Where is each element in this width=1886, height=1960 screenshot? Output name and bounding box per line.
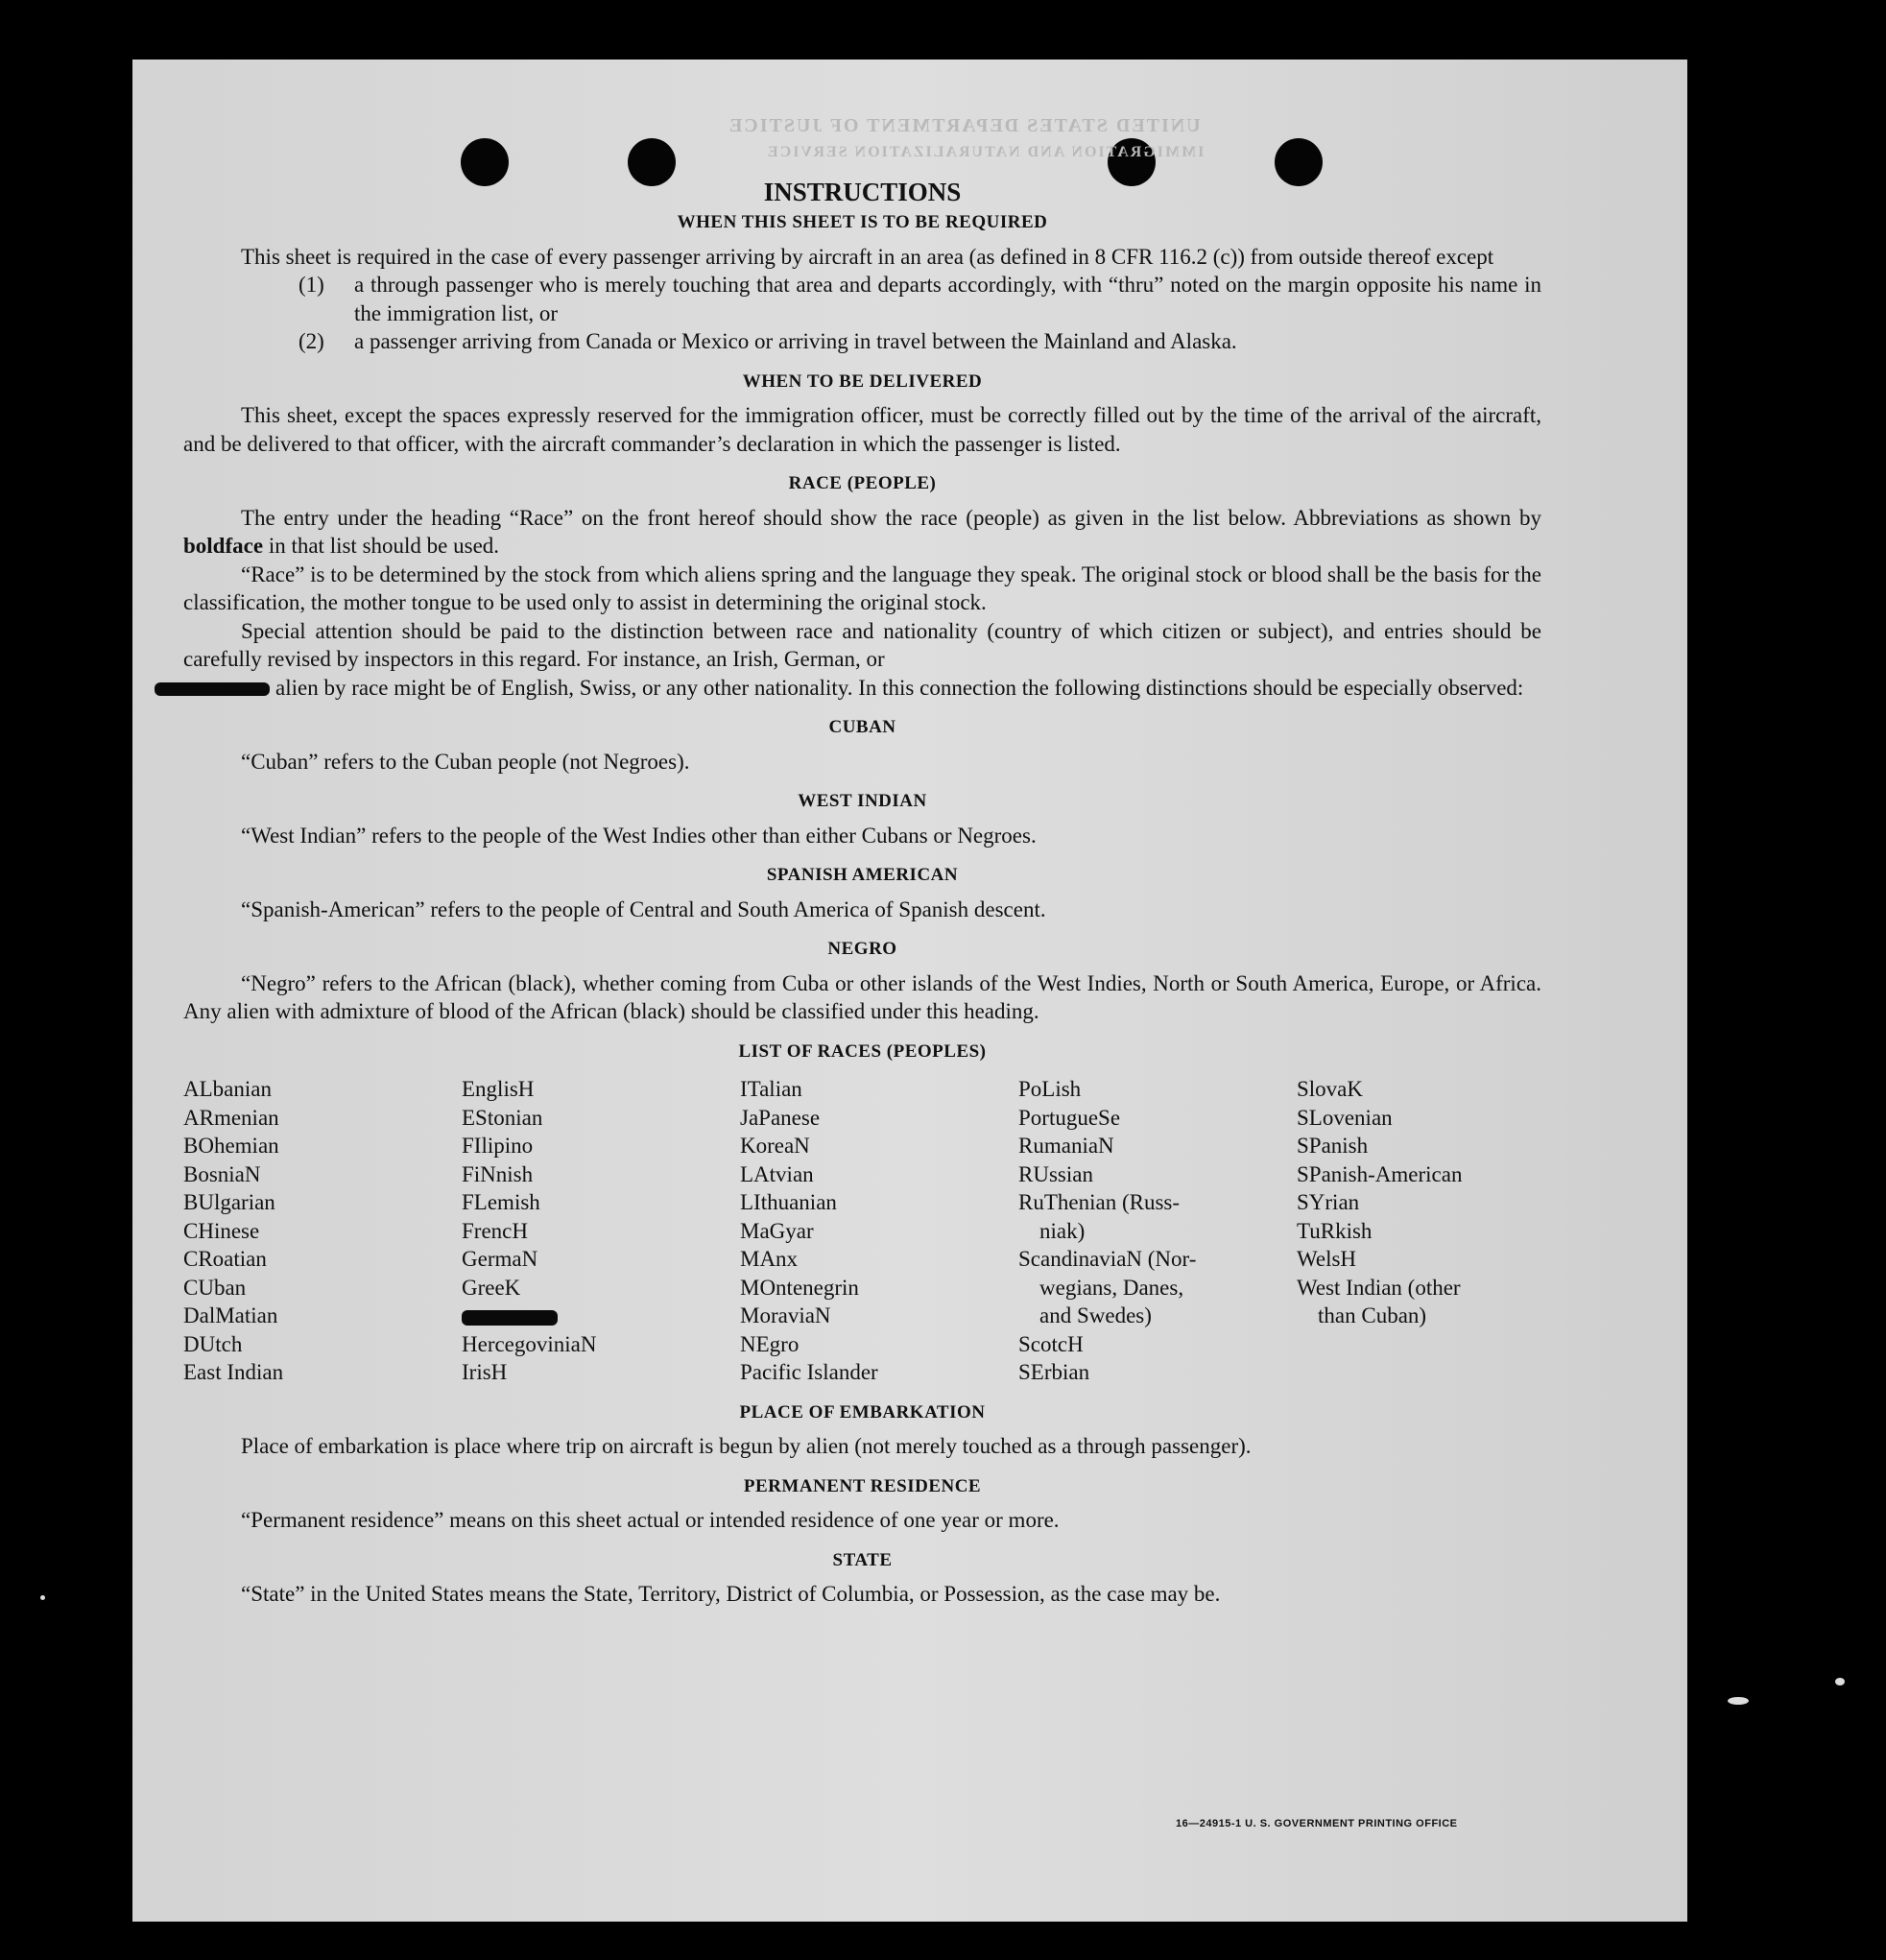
race-item: EStonian [462,1105,543,1130]
race-item: SPanish [1297,1134,1369,1158]
race-item: ScotcH [1018,1331,1084,1356]
race-item: SLovenian [1297,1105,1393,1130]
heading-embarkation: PLACE OF EMBARKATION [739,1401,986,1422]
race-item: ITalian [740,1077,802,1101]
race-item: WelsH [1297,1247,1357,1271]
when-delivered-text: This sheet, except the spaces expressly reserved for the immigration officer, must be correctly filled out by the time of the arrival of the aircraft, and be delivered to that officer, with the aircraft commander’s declaration in which the passenger is listed. [183,403,1541,456]
exception-text: a through passenger who is merely touching that area and departs accordingly, with “thru” noted on the margin opposite his name in the immigration list, or [354,273,1541,325]
race-item: ALbanian [183,1077,272,1101]
race-item: EnglisH [462,1077,535,1101]
race-item: PortugueSe [1018,1105,1121,1130]
race-item: FiNnish [462,1161,534,1186]
race-item: BUlgarian [183,1190,275,1214]
bleedthrough-dept: UNITED STATES DEPARTMENT OF JUSTICE [728,115,1201,136]
race-item: MAnx [740,1247,799,1271]
race-paragraph-1: The entry under the heading “Race” on the front hereof should show the race (people) as given in the list below. Abbreviations as shown by boldface in that list should be used. [183,505,1541,558]
race-item: DalMatian [183,1303,278,1327]
race-item: CRoatian [183,1247,267,1271]
heading-race: RACE (PEOPLE) [788,473,937,493]
race-column [462,1075,740,1387]
redaction-mark [155,682,270,696]
redaction-mark [462,1310,558,1326]
exception-number: (2) [298,329,324,353]
heading-spanish-american: SPANISH AMERICAN [766,865,959,885]
race-column [740,1075,1018,1387]
race-item: BOhemian [183,1134,279,1158]
race-item: SlovaK [1297,1077,1363,1101]
race-item: MaGyar [740,1218,814,1243]
race-item: TuRkish [1297,1218,1373,1243]
race-item: RuThenian (Russ- [1018,1190,1181,1214]
race-item: East Indian [183,1360,284,1384]
race-paragraph-3-continued: alien by race might be of English, Swiss, or any other nationality. In this connection the following distinctions should be especially observed: [183,674,1541,703]
bleedthrough-service: IMMIGRATION AND NATURALIZATION SERVICE [766,144,1205,160]
race-item: HercegoviniaN [462,1331,597,1356]
race-item: IrisH [462,1360,508,1384]
race-item: RumaniaN [1018,1134,1114,1158]
race-item: GermaN [462,1247,538,1271]
race-item: SErbian [1018,1360,1090,1384]
race-item: KoreaN [740,1134,810,1158]
race-item: CHinese [183,1218,260,1243]
race-paragraph-2: “Race” is to be determined by the stock from which aliens spring and the language they speak. The original stock or blood shall be the basis for the classification, the mother tongue to be used only to assist in determining the original stock. [183,562,1541,614]
race-item: West Indian (other [1297,1275,1461,1300]
race-item: wegians, Danes, [1039,1275,1184,1300]
race-item: niak) [1039,1218,1086,1243]
instructions-content [183,176,1541,1609]
race-item: BosniaN [183,1161,261,1186]
race-item: FrencH [462,1218,528,1243]
heading-when-delivered: WHEN TO BE DELIVERED [742,370,983,392]
cuban-text: “Cuban” refers to the Cuban people (not Negroes). [241,749,690,774]
state-text: “State” in the United States means the State, Territory, District of Columbia, or Possession, as the case may be. [241,1582,1221,1606]
printing-office-mark: 16—24915-1 U. S. GOVERNMENT PRINTING OFFICE [1176,1818,1458,1829]
race-item: Pacific Islander [740,1360,878,1384]
race-item: than Cuban) [1318,1303,1427,1327]
scan-speck [1728,1697,1749,1705]
exception-item [298,271,1541,327]
embarkation-text: Place of embarkation is place where trip on aircraft is begun by alien (not merely touched as a through passenger). [241,1434,1252,1458]
heading-when-required: WHEN THIS SHEET IS TO BE REQUIRED [677,212,1048,232]
heading-negro: NEGRO [827,939,897,959]
race-item: SYrian [1297,1190,1360,1214]
exception-number: (1) [298,273,324,297]
race-column [1018,1075,1297,1387]
residence-text: “Permanent residence” means on this sheet actual or intended residence of one year or more. [241,1508,1060,1532]
heading-west-indian: WEST INDIAN [798,791,927,811]
race-item: MoraviaN [740,1303,831,1327]
race-item: FIlipino [462,1134,534,1158]
race-item: and Swedes) [1039,1303,1152,1327]
heading-state: STATE [832,1549,893,1570]
race-list [183,1075,1541,1387]
race-item: MOntenegrin [740,1275,859,1300]
race-item: ScandinaviaN (Nor- [1018,1247,1197,1271]
race-column [183,1075,462,1387]
race-paragraph-3: Special attention should be paid to the distinction between race and nationality (country of which citizen or subject), and entries should be carefully revised by inspectors in this regard. For instance, an Irish, German, or [183,618,1541,671]
spanish-american-text: “Spanish-American” refers to the people of Central and South America of Spanish descent. [241,896,1046,921]
race-item: ARmenian [183,1105,279,1130]
race-item: SPanish-American [1297,1161,1463,1186]
race-item: NEgro [740,1331,800,1356]
heading-list-of-races: LIST OF RACES (PEOPLES) [738,1040,987,1062]
race-item: FLemish [462,1190,540,1214]
race-item: PoLish [1018,1077,1082,1101]
race-item: GreeK [462,1275,521,1300]
exception-text: a passenger arriving from Canada or Mexico or arriving in travel between the Mainland and Alaska. [354,329,1237,353]
race-item: LIthuanian [740,1190,837,1214]
race-column [1297,1075,1546,1387]
heading-cuban: CUBAN [828,717,896,737]
scan-speck [1835,1678,1845,1685]
race-item: JaPanese [740,1105,821,1130]
negro-text: “Negro” refers to the African (black), whether coming from Cuba or other islands of the West Indies, North or South America, Europe, or Africa. Any alien with admixture of blood of the African (black) should be classified under this heading. [183,970,1541,1023]
page-title: INSTRUCTIONS [763,178,962,206]
exception-item [298,327,1541,356]
when-required-intro: This sheet is required in the case of every passenger arriving by aircraft in an area (as defined in 8 CFR 116.2 (c)) from outside thereof except [241,244,1494,269]
scan-speck [40,1595,45,1600]
race-item: DUtch [183,1331,243,1356]
race-item: CUban [183,1275,247,1300]
race-item: LAtvian [740,1161,814,1186]
heading-permanent-residence: PERMANENT RESIDENCE [743,1475,982,1496]
race-item: RUssian [1018,1161,1093,1186]
race-item-redacted [462,1302,740,1330]
west-indian-text: “West Indian” refers to the people of the West Indies other than either Cubans or Negroes. [241,823,1037,848]
